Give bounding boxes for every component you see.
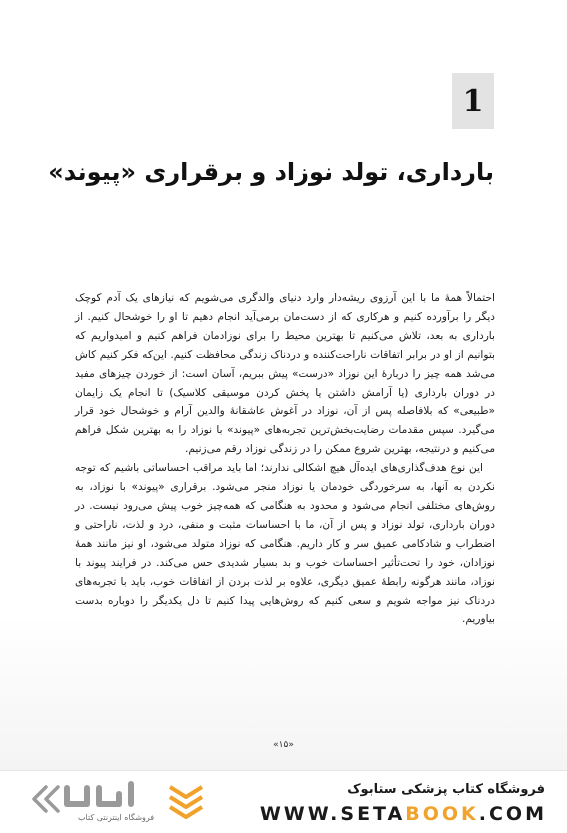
page-number: «۱۵»	[273, 740, 294, 750]
chevron-arrows-icon	[34, 787, 58, 811]
logo-subtitle: فروشگاه اینترنتی کتاب	[78, 813, 155, 822]
store-url-link[interactable]	[260, 803, 547, 825]
chapter-title: بارداری، تولد نوزاد و برقراری «پیوند»	[48, 158, 494, 186]
book-stack-icon	[170, 787, 202, 817]
chapter-number: 1	[462, 83, 484, 119]
url-prefix: WWW.SETA	[259, 803, 406, 825]
store-footer-banner[interactable]	[0, 770, 567, 833]
url-accent: BOOK	[405, 803, 479, 825]
body-text	[75, 289, 495, 629]
store-name: فروشگاه کتاب پزشکی ستابوک	[347, 782, 545, 797]
paragraph: این نوع هدف‌گذاری‌های ایده‌آل هیچ اشکالی ندارند؛ اما باید مراقب احساساتی باشیم که توجه نکردن به آنها، به سرخوردگی خودمان یا نوزاد منجر می‌شود. برقراری «پیوند» با نوزاد، به روش‌های مختلفی انجام می‌شود و محدود به هنگامی که همه‌چیز خوب پیش می‌رود نیست. در دوران بارداری، تولد نوزاد و پس از آن، ما با احساسات مثبت و منفی، درد و لذت، ناراحتی و اضطراب و شادکامی عمیق سر و کار داریم. هنگامی که نوزاد متولد می‌شود، او نیز مانند همهٔ نوزادان، خود را تحت‌تأثیر احساسات خوب و بد بسیار شدیدی حس می‌کند. در فرایند پیوند با نوزاد، مانند هرگونه رابطهٔ عمیق دیگری، علاوه بر لذت بردن از اتفاقات خوب، باید با تجربه‌های دردناک نیز مواجه شویم و سعی کنیم که روش‌هایی پیدا کنیم تا دل یکدیگر را دوباره بدست بیاوریم.	[75, 462, 495, 626]
chapter-number-box	[452, 73, 494, 129]
url-suffix: .COM	[478, 803, 547, 825]
paragraph: احتمالاً همهٔ ما با این آرزوی ریشه‌دار وارد دنیای والدگری می‌شویم که نیازهای یک آدم کوچک دیگر را برآورده کنیم و هرکاری که از دست‌مان برمی‌آید انجام دهیم تا او را خوشحال کنیم. از بارداری به بعد، تلاش می‌کنیم تا بهترین محیط را برای نوزادمان فراهم کنیم و امیدواریم که بتوانیم از او در برابر اتفاقات ناراحت‌کننده و دردناک زندگی محافظت کنیم. این‌که فکر کنیم کاش می‌شد همه چیز را دربارهٔ این نوزاد «درست» پیش ببریم، آسان است: از خوردن چیزهای مفید در دوران بارداری (یا آرامش داشتن یا پخش کردن موسیقی کلاسیک) تا انجام یک زایمان «طبیعی» که بلافاصله پس از آن، نوزاد در آغوش عاشقانهٔ والدین آرام و خوشحال خود قرار می‌گیرد. سپس مقدمات رضایت‌بخش‌ترین تجربه‌های «پیوند» با نوزاد را به بهترین شکل فراهم می‌کنیم و درنتیجه، بهترین شروع ممکن را در زندگی نوزاد رقم می‌زنیم.	[75, 292, 495, 456]
logo-wordmark-icon	[64, 781, 134, 807]
